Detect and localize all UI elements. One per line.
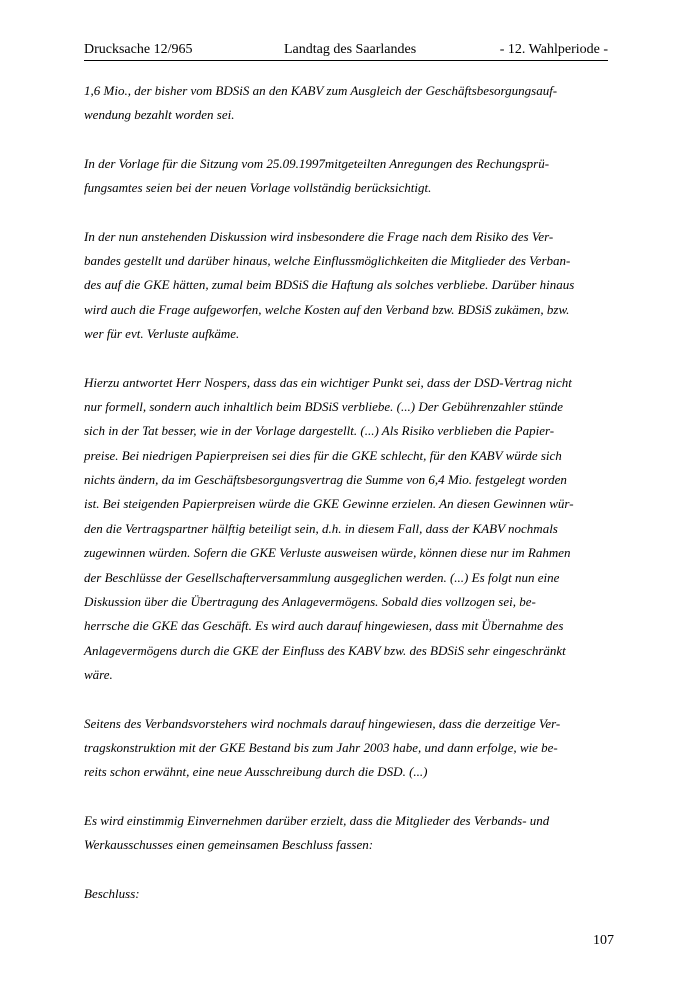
text-line: Hierzu antwortet Herr Nospers, dass das ein wichtiger Punkt sei, dass der DSD-Vertrag nicht xyxy=(84,374,572,390)
text-line: In der Vorlage für die Sitzung vom 25.09.1997mitgeteilten Anregungen des Rechungsprü- xyxy=(84,155,550,171)
header-legislative-period: - 12. Wahlperiode - xyxy=(499,42,608,57)
paragraph xyxy=(84,225,619,347)
text-line: Es wird einstimmig Einvernehmen darüber erzielt, dass die Mitglieder des Verbands- und xyxy=(84,812,550,828)
text-line: In der nun anstehenden Diskussion wird insbesondere die Frage nach dem Risiko des Ver- xyxy=(84,228,554,244)
text-line: wer für evt. Verluste aufkäme. xyxy=(84,326,240,342)
text-line: den die Vertragspartner hälftig beteiligt sein, d.h. in diesem Fall, dass der KABV nochmals xyxy=(84,520,558,536)
text-line: wird auch die Frage aufgeworfen, welche Kosten auf den Verband bzw. BDSiS zukämen, bzw. xyxy=(84,301,570,317)
paragraph xyxy=(84,712,619,785)
text-line: Werkausschusses einen gemeinsamen Beschluss fassen: xyxy=(84,837,374,853)
paragraph xyxy=(84,882,619,906)
text-line: bandes gestellt und darüber hinaus, welche Einflussmöglichkeiten die Mitglieder des Verban- xyxy=(84,252,571,268)
header-parliament-name: Landtag des Saarlandes xyxy=(284,42,417,57)
text-line: sich in der Tat besser, wie in der Vorlage dargestellt. (...) Als Risiko verblieben die Papier- xyxy=(84,423,555,439)
page-header xyxy=(84,40,608,61)
text-line: 1,6 Mio., der bisher vom BDSiS an den KABV zum Ausgleich der Geschäftsbesorgungsauf- xyxy=(84,83,558,98)
text-line: Seitens des Verbandsvorstehers wird nochmals darauf hingewiesen, dass die derzeitige Ver- xyxy=(84,715,561,731)
paragraph xyxy=(84,79,619,128)
text-line: Beschluss: xyxy=(84,885,140,901)
text-line: des auf die GKE hätten, zumal beim BDSiS die Haftung als solches verbliebe. Darüber hinaus xyxy=(84,277,575,293)
paragraph xyxy=(84,152,619,201)
text-line: Anlagevermögens durch die GKE der Einfluss des KABV bzw. des BDSiS sehr eingeschränkt xyxy=(84,642,566,658)
text-line: herrsche die GKE das Geschäft. Es wird auch darauf hingewiesen, dass mit Übernahme des xyxy=(84,618,564,634)
text-line: wäre. xyxy=(84,667,113,683)
text-line: zugewinnen würden. Sofern die GKE Verluste ausweisen würde, können diese nur im Rahmen xyxy=(84,545,571,561)
text-line: nichts ändern, da im Geschäftsbesorgungsvertrag die Summe von 6,4 Mio. festgelegt worden xyxy=(84,472,567,488)
paragraph xyxy=(84,809,619,858)
text-line: der Beschlüsse der Gesellschafterversammlung ausgeglichen werden. (...) Es folgt nun eine xyxy=(84,569,560,585)
paragraph xyxy=(84,371,619,688)
text-line: nur formell, sondern auch inhaltlich beim BDSiS verbliebe. (...) Der Gebührenzahler stünde xyxy=(84,398,563,414)
page-number: 107 xyxy=(593,933,614,948)
text-line: wendung bezahlt worden sei. xyxy=(84,107,235,123)
text-line: tragskonstruktion mit der GKE Bestand bis zum Jahr 2003 habe, und dann erfolge, wie be- xyxy=(84,739,558,755)
text-line: reits schon erwähnt, eine neue Ausschreibung durch die DSD. (...) xyxy=(84,764,428,780)
text-line: fungsamtes seien bei der neuen Vorlage vollständig berücksichtigt. xyxy=(84,180,432,196)
document-body xyxy=(84,79,619,930)
text-line: Diskussion über die Übertragung des Anlagevermögens. Sobald dies vollzogen sei, be- xyxy=(84,594,536,610)
text-line: preise. Bei niedrigen Papierpreisen sei dies für die GKE schlecht, für den KABV würde sich xyxy=(84,447,562,463)
header-document-number: Drucksache 12/965 xyxy=(84,42,193,57)
text-line: ist. Bei steigenden Papierpreisen würde die GKE Gewinne erzielen. An diesen Gewinnen wür- xyxy=(84,496,574,512)
